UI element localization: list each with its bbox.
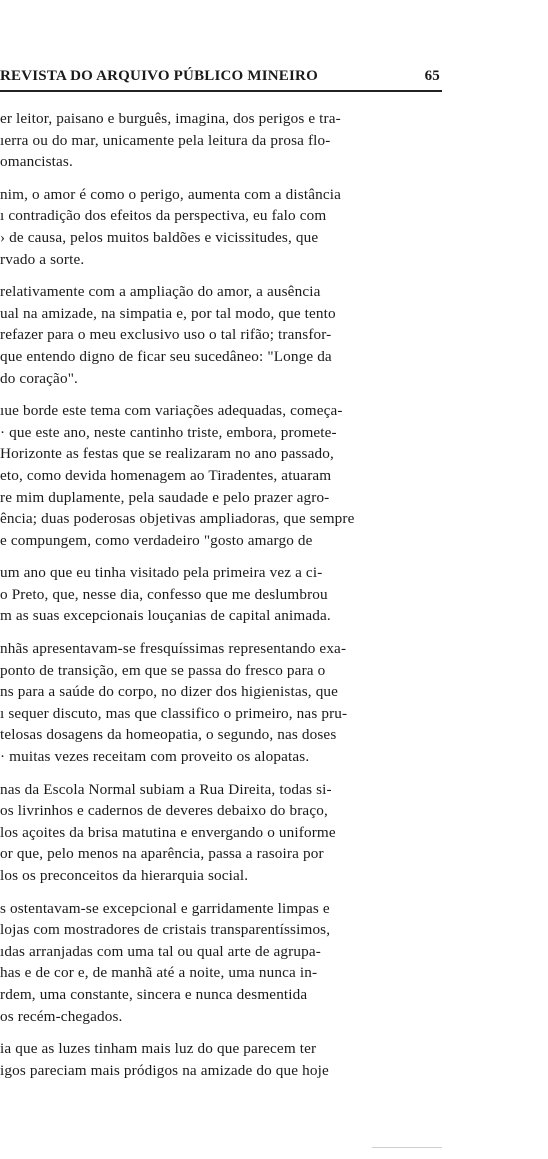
text-line: re mim duplamente, pela saudade e pelo prazer agro- xyxy=(0,488,330,506)
text-line: os livrinhos e cadernos de deveres debaixo do braço, xyxy=(0,802,328,820)
text-line: ns para a saúde do corpo, no dizer dos higienistas, que xyxy=(0,683,339,701)
text-line: · que este ano, neste cantinho triste, embora, promete- xyxy=(0,423,337,441)
text-line: ı sequer discuto, mas que classifico o primeiro, nas pru- xyxy=(0,704,348,722)
text-line: ia que as luzes tinham mais luz do que parecem ter xyxy=(0,1040,317,1058)
text-line: telosas dosagens da homeopatia, o segundo, nas doses xyxy=(0,726,337,744)
text-line: ência; duas poderosas objetivas ampliadoras, que sempre xyxy=(0,510,355,528)
paragraph xyxy=(0,1038,460,1081)
text-line: nas da Escola Normal subiam a Rua Direita, todas si- xyxy=(0,780,332,798)
running-header xyxy=(0,68,440,88)
text-line: eto, como devida homenagem ao Tiradentes, atuaram xyxy=(0,466,332,484)
text-line: os recém-chegados. xyxy=(0,1007,123,1025)
text-line: rvado a sorte. xyxy=(0,250,85,268)
text-line: e compungem, como verdadeiro "gosto amargo de xyxy=(0,531,313,549)
paragraph xyxy=(0,281,460,389)
journal-title: REVISTA DO ARQUIVO PÚBLICO MINEIRO xyxy=(0,68,318,84)
text-line: ual na amizade, na simpatia e, por tal modo, que tento xyxy=(0,304,336,322)
text-line: · muitas vezes receitam com proveito os alopatas. xyxy=(0,748,310,766)
text-line: or que, pelo menos na aparência, passa a rasoira por xyxy=(0,845,324,863)
text-line: nim, o amor é como o perigo, aumenta com a distância xyxy=(0,185,341,203)
text-line: los açoites da brisa matutina e envergando o uniforme xyxy=(0,823,336,841)
text-line: › de causa, pelos muitos baldões e vicissitudes, que xyxy=(0,228,319,246)
text-line: m as suas excepcionais louçanias de capital animada. xyxy=(0,607,331,625)
text-line: ıue borde este tema com variações adequadas, começa- xyxy=(0,402,343,420)
page-number: 65 xyxy=(424,68,440,84)
text-line: lojas com mostradores de cristais transparentíssimos, xyxy=(0,921,331,939)
paragraph xyxy=(0,562,460,627)
text-line: ıerra ou do mar, unicamente pela leitura da prosa flo- xyxy=(0,131,331,149)
text-line: que entendo digno de ficar seu sucedâneo: "Longe da xyxy=(0,347,332,365)
text-line: o Preto, que, nesse dia, confesso que me deslumbrou xyxy=(0,585,328,603)
text-line: los os preconceitos da hierarquia social. xyxy=(0,867,249,884)
text-line: igos pareciam mais pródigos na amizade do que hoje xyxy=(0,1061,329,1079)
text-line: do coração". xyxy=(0,369,78,387)
text-line: um ano que eu tinha visitado pela primeira vez a ci- xyxy=(0,564,323,582)
text-line: rdem, uma constante, sincera e nunca desmentida xyxy=(0,985,308,1003)
text-line: Horizonte as festas que se realizaram no ano passado, xyxy=(0,445,334,463)
text-line: has e de cor e, de manhã até a noite, uma nunca in- xyxy=(0,964,318,982)
text-line: nhãs apresentavam-se fresquíssimas representando exa- xyxy=(0,640,347,658)
text-line: ıdas arranjadas com uma tal ou qual arte de agrupa- xyxy=(0,942,321,960)
text-line: s ostentavam-se excepcional e garridamente limpas e xyxy=(0,899,330,917)
text-line: refazer para o meu exclusivo uso o tal rifão; transfor- xyxy=(0,326,332,344)
paragraph xyxy=(0,108,460,173)
paragraph xyxy=(0,400,460,551)
paragraph xyxy=(0,779,460,887)
text-line: ı contradição dos efeitos da perspectiva, eu falo com xyxy=(0,207,327,225)
text-line: omancistas. xyxy=(0,153,73,171)
paragraph xyxy=(0,638,460,768)
text-line: ponto de transição, em que se passa do fresco para o xyxy=(0,661,326,679)
text-line: relativamente com a ampliação do amor, a ausência xyxy=(0,283,321,301)
text-line: er leitor, paisano e burguês, imagina, dos perigos e tra- xyxy=(0,110,341,127)
paragraph xyxy=(0,184,460,270)
footer-rule xyxy=(372,1147,442,1148)
header-rule xyxy=(0,90,442,92)
paragraph xyxy=(0,898,460,1028)
body-text xyxy=(0,108,460,1092)
